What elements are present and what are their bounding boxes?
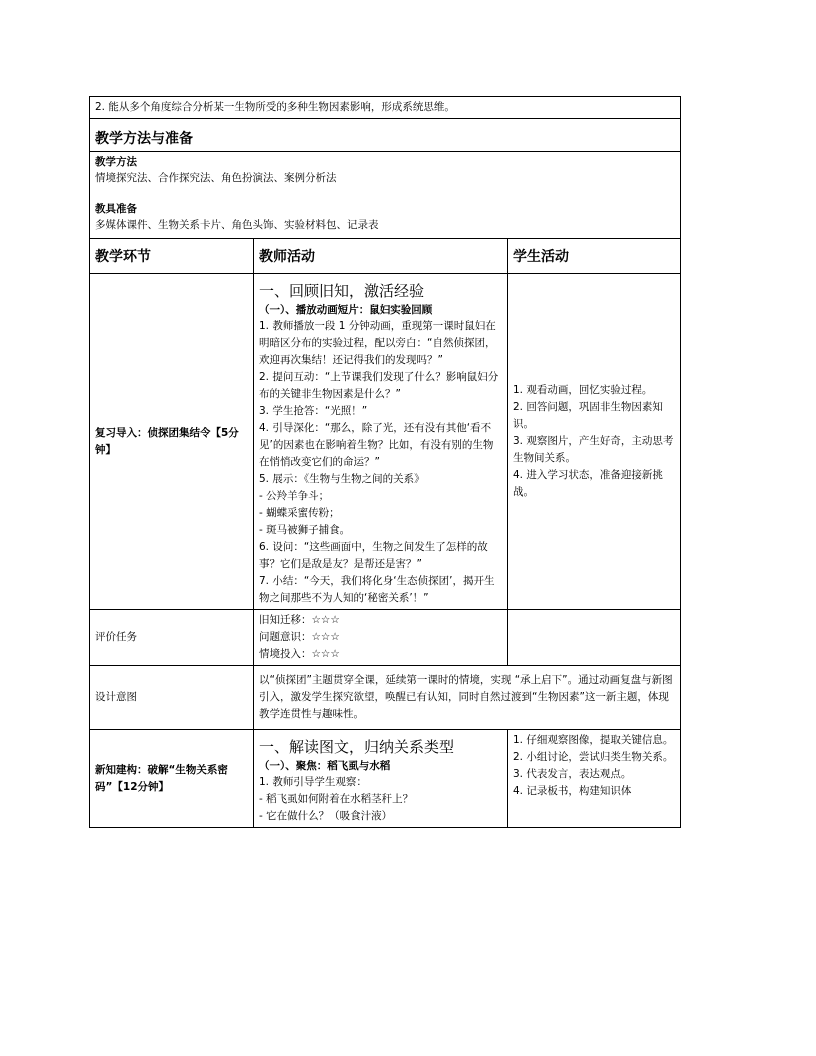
method-text: 情境探究法、合作探究法、角色扮演法、案例分析法 [95,172,337,184]
newknowledge-teacher-cell [254,730,508,828]
teacher-line: - 公羚羊争斗； [259,490,330,502]
tools-text: 多媒体课件、生物关系卡片、角色头饰、实验材料包、记录表 [95,219,379,231]
newknowledge-student-cell [508,730,681,828]
teacher-line: 6. 设问：“这些画面中，生物之间发生了怎样的故事？它们是敌是友？是帮还是害？” [259,541,488,570]
student-line: 2. 小组讨论，尝试归类生物关系。 [513,751,674,763]
student-line: 1. 仔细观察图像，提取关键信息。 [513,734,674,746]
review-subheading: （一）、播放动画短片：鼠妇实验回顾 [259,304,433,316]
evaluation-line: 情境投入：☆☆☆ [259,648,340,660]
review-student-cell [508,274,681,610]
method-heading: 教学方法 [95,156,137,168]
review-heading: 一、回顾旧知，激活经验 [259,282,425,300]
table-header-row [90,239,681,274]
review-row [90,274,681,610]
newknowledge-subheading: （一）、聚焦：稻飞虱与水稻 [259,760,391,772]
newknowledge-stage: 新知建构：破解“生物关系密码”【12分钟】 [90,730,254,828]
evaluation-cell [254,610,508,666]
student-line: 3. 观察图片，产生好奇，主动思考生物间关系。 [513,435,674,464]
tools-heading: 教具准备 [95,203,137,215]
methods-title-row [90,119,681,152]
teacher-line: 7. 小结：“今天，我们将化身‘生态侦探团’，揭开生物之间那些不为人知的‘秘密关系’！” [259,575,495,604]
design-label: 设计意图 [90,666,254,730]
student-line: 2. 回答问题，巩固非生物因素知识。 [513,401,663,430]
evaluation-row [90,610,681,666]
newknowledge-heading: 一、解读图文，归纳关系类型 [259,738,455,756]
design-row [90,666,681,730]
teacher-line: - 它在做什么？（吸食汁液） [259,810,393,822]
section-title: 教学方法与准备 [90,119,681,152]
student-line: 3. 代表发言，表达观点。 [513,768,632,780]
evaluation-label: 评价任务 [90,610,254,666]
methods-row [90,152,681,239]
review-stage: 复习导入：侦探团集结令【5分钟】 [90,274,254,610]
objective-line: 2. 能从多个角度综合分析某一生物所受的多种生物因素影响，形成系统思维。 [90,97,681,119]
teacher-line: - 斑马被狮子捕食。 [259,524,351,536]
teacher-line: - 稻飞虱如何附着在水稻茎秆上？ [259,793,414,805]
header-teacher: 教师活动 [254,239,508,274]
student-line: 4. 进入学习状态，准备迎接新挑战。 [513,469,663,498]
lesson-plan-table [89,96,681,828]
design-text: 以“侦探团”主题贯穿全课，延续第一课时的情境，实现 “承上启下”。通过动画复盘与新图引入，激发学生探究欲望，唤醒已有认知，同时自然过渡到“生物因素”这一新主题，体现教学连贯性与趣味性。 [254,666,681,730]
review-teacher-cell [254,274,508,610]
header-stage: 教学环节 [90,239,254,274]
lesson-plan-page [89,96,680,828]
teacher-line: 1. 教师播放一段 1 分钟动画，重现第一课时鼠妇在明暗区分布的实验过程，配以旁白：“自然侦探团，欢迎再次集结！还记得我们的发现吗？” [259,320,496,366]
newknowledge-row [90,730,681,828]
header-student: 学生活动 [508,239,681,274]
teacher-line: 3. 学生抢答：“光照！” [259,405,368,417]
student-line: 1. 观看动画，回忆实验过程。 [513,384,653,396]
teacher-line: - 蝴蝶采蜜传粉； [259,507,340,519]
teacher-line: 4. 引导深化：“那么，除了光，还有没有其他‘看不见’的因素也在影响着生物？比如，有没有别的生物在悄悄改变它们的命运？” [259,422,494,468]
teacher-line: 1. 教师引导学生观察： [259,776,367,788]
evaluation-line: 旧知迁移：☆☆☆ [259,614,340,626]
teacher-line: 2. 提问互动：“上节课我们发现了什么？影响鼠妇分布的关键非生物因素是什么？” [259,371,499,400]
evaluation-line: 问题意识：☆☆☆ [259,631,340,643]
student-line: 4. 记录板书，构建知识体 [513,785,632,797]
objective-row [90,97,681,119]
teacher-line: 5. 展示：《生物与生物之间的关系》 [259,473,425,485]
